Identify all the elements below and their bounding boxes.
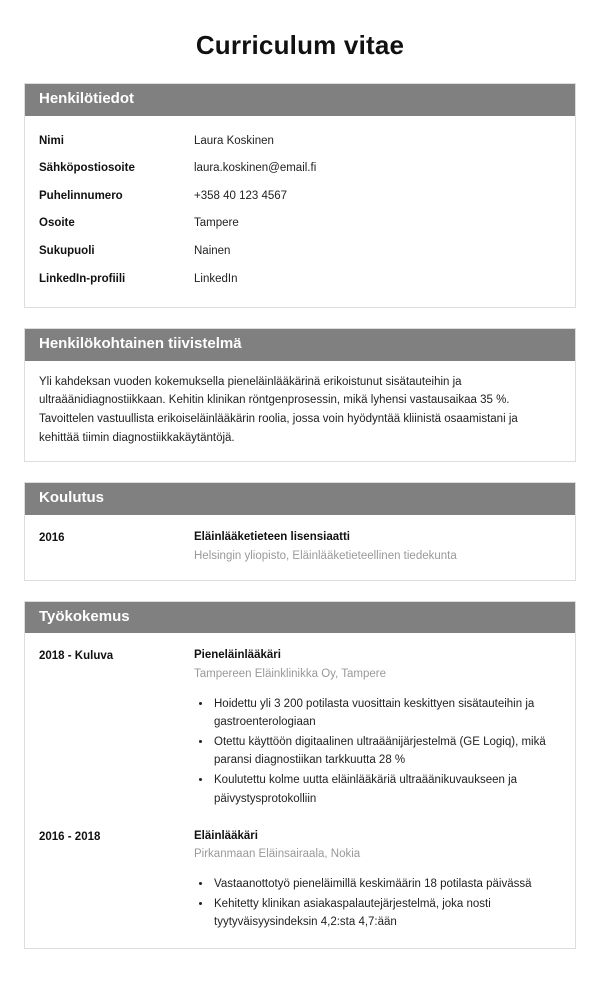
list-item: • Kehitetty klinikan asiakaspalautejärjestelmä, joka nosti tyytyväisyysindeksin 4,2:sta 4,7:ään [212, 895, 561, 931]
personal-details-table [39, 128, 561, 293]
personal-details-body [25, 116, 575, 307]
info-value-gender: Nainen [194, 245, 231, 257]
list-item: • Vastaanottotyö pieneläimillä keskimäärin 18 potilasta päivässä [212, 875, 561, 893]
education-body [25, 515, 575, 579]
list-item: • Otettu käyttöön digitaalinen ultraäänijärjestelmä (GE Logiq), mikä paransi diagnostiikan tarkkuutta 28 % [212, 733, 561, 769]
experience-entry-employer: Tampereen Eläinklinikka Oy, Tampere [194, 667, 386, 680]
info-label-gender: Sukupuoli [39, 245, 95, 257]
section-work-experience [24, 601, 576, 949]
experience-entry-date: 2016 - 2018 [39, 830, 101, 843]
education-entry-institution: Helsingin yliopisto, Eläinlääketieteellinen tiedekunta [194, 549, 457, 562]
page-title: Curriculum vitae [195, 30, 405, 60]
info-label-email: Sähköpostiosoite [39, 162, 135, 175]
section-header-work-experience: Työkokemus [25, 602, 575, 634]
education-entry-date: 2016 [39, 532, 65, 545]
section-header-education: Koulutus [25, 483, 575, 515]
table-row [39, 128, 561, 156]
education-entry-degree: Eläinlääketieteen lisensiaatti [194, 531, 350, 544]
info-value-phone: +358 40 123 4567 [194, 189, 288, 202]
info-label-name: Nimi [39, 134, 64, 147]
section-education [24, 482, 576, 580]
personal-details-rows [39, 128, 561, 293]
experience-entry-main [194, 647, 561, 809]
info-label-phone: Puhelinnumero [39, 189, 123, 202]
education-entry-main [194, 529, 561, 565]
info-label-address: Osoite [39, 217, 75, 230]
section-header-personal-summary: Henkilökohtainen tiivistelmä [25, 329, 575, 361]
experience-entry-role: Pieneläinlääkäri [194, 649, 281, 662]
work-experience-body [25, 633, 575, 947]
table-row [39, 155, 561, 183]
info-value-name: Laura Koskinen [194, 134, 274, 147]
experience-entry-bullets [194, 875, 561, 931]
education-entry [39, 527, 561, 565]
summary-paragraph: Yli kahdeksan vuoden kokemuksella pieneläinlääkärinä erikoistunut sisätauteihin ja ultraäänidiagnostiikkaan. Kehitin klinikan röntgenprosessin, mikä lyhensi vastausaikaa 35 %. Tavoittelen vastuullista erikoiseläinlääkärin roolia, jossa voin hyödyntää kliinistä osaamistani ja kehittää tiimin diagnostiikkakäytäntöjä. [39, 375, 518, 444]
experience-entry-main [194, 828, 561, 934]
experience-entry [39, 826, 561, 934]
section-personal-details [24, 83, 576, 308]
table-row [39, 238, 561, 266]
experience-entry-employer: Pirkanmaan Eläinsairaala, Nokia [194, 848, 361, 861]
personal-summary-body [25, 361, 575, 462]
list-item: • Hoidettu yli 3 200 potilasta vuosittain keskittyen sisätauteihin ja gastroenterologiaan [212, 695, 561, 731]
experience-entry-date: 2018 - Kuluva [39, 650, 114, 663]
section-personal-summary [24, 328, 576, 462]
info-value-linkedin: LinkedIn [194, 272, 238, 285]
info-label-linkedin: LinkedIn-profiili [39, 272, 126, 285]
experience-entry-role: Eläinlääkäri [194, 829, 258, 842]
section-header-personal-details: Henkilötiedot [25, 84, 575, 116]
experience-entry [39, 645, 561, 809]
info-value-address: Tampere [194, 217, 239, 230]
experience-entry-bullets [194, 695, 561, 808]
table-row [39, 266, 561, 294]
table-row [39, 183, 561, 211]
table-row [39, 210, 561, 238]
list-item: • Koulutettu kolme uutta eläinlääkäriä ultraäänikuvaukseen ja päivystysprotokolliin [212, 771, 561, 807]
info-value-email: laura.koskinen@email.fi [194, 162, 317, 175]
